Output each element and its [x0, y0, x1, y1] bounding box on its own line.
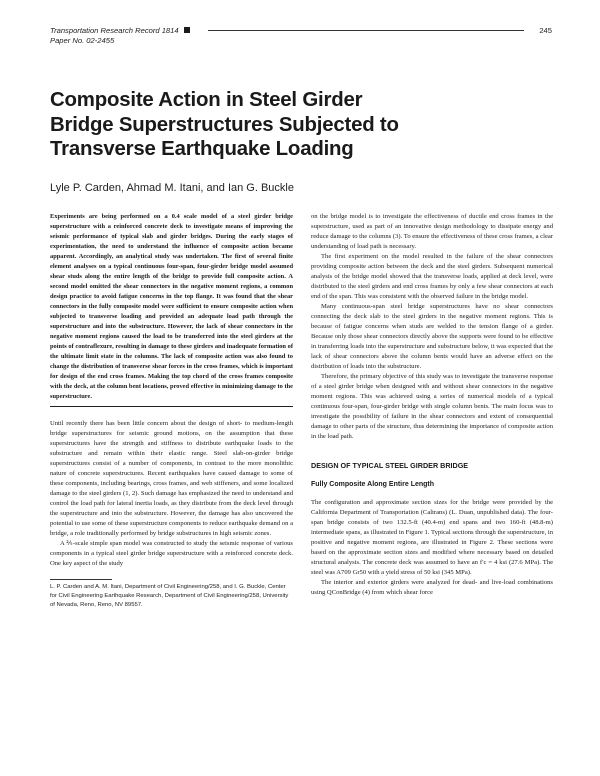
header-rule — [208, 30, 524, 31]
article-title — [50, 88, 530, 162]
abstract-rule — [50, 406, 293, 407]
abstract: Experiments are being performed on a 0.4 scale model of a steel girder bridge superstructure with a reinforced concrete deck to investigate means of improving the seismic performance of typical slab and girder bridges. During the early stages of experimentation, the need to understand the influence of composite action became apparent. Accordingly, an analytical study was undertaken. The first of several finite element analyses on a typical continuous four-span, four-girder bridge model assumed shear studs along the entire length of the bridge to provide full composite action. A second model omitted the shear connectors in the negative moment regions, a common design practice to avoid fatigue concerns in the top flange. It was found that the shear connectors in the fully composite model were sufficient to ensure composite action when subjected to transverse loading and provided an adequate load path through the superstructure and into the substructure. However, the lack of shear connectors in the negative moment regions caused the load to be transferred into the steel girders at the points of contraflexure, resulting in damage to these girders and inadequate formation of the ultimate limit state in the columns. The lack of composite action was also found to change the distribution of transverse shear forces in the cross frames, which is important for design of the end cross frames. Making the top chord of the cross frames composite with the deck, at the column bent locations, proved effective in minimizing damage to the superstructure. — [50, 213, 293, 400]
body-paragraph-1: on the bridge model is to investigate the effectiveness of ductile end cross frames in the superstructure, used as part of an innovative design methodology to dissipate energy and reduce damage to the columns (3). To ensure the effectiveness of these cross frames, a clear understanding of load path is necessary. — [311, 213, 553, 250]
body-paragraph-4: Therefore, the primary objective of this study was to investigate the transverse response of a steel girder bridge when designed with and without shear connectors in the negative moment regions. This was achieved using a series of numerical models of a typical continuous four-span, four-girder bridge with single column bents. The main focus was to investigate the possibility of failure in the shear connectors and extent of consequential damage to other parts of the structure, thus determining the importance of composite action in the load path. — [311, 373, 553, 440]
section-heading: DESIGN OF TYPICAL STEEL GIRDER BRIDGE — [311, 461, 469, 470]
subsection-heading: Fully Composite Along Entire Length — [311, 481, 435, 488]
author-list: Lyle P. Carden, Ahmad M. Itani, and Ian G. Buckle — [50, 182, 294, 194]
running-header — [50, 26, 552, 54]
body-paragraph-2: The first experiment on the model resulted in the failure of the shear connectors providing composite action between the deck and the steel girders. Subsequent numerical analysis of the bridge model showed that the transverse loads, applied at deck level, were distributed to the steel girders and end cross frames by only a few shear connectors at each end of the span. This was consistent with the observed failure in the bridge model. — [311, 253, 553, 300]
footnote-rule — [50, 579, 112, 580]
right-column — [311, 212, 553, 598]
title-line-3: Transverse Earthquake Loading — [50, 138, 354, 160]
body-paragraph-6: The interior and exterior girders were analyzed for dead- and live-load combinations using QConBridge (4) from which shear force — [311, 579, 553, 596]
journal-name: Transportation Research Record 1814 — [50, 26, 190, 36]
title-line-2: Bridge Superstructures Subjected to — [50, 113, 399, 136]
page-number: 245 — [539, 26, 552, 35]
left-column — [50, 212, 293, 610]
intro-paragraph-1: Until recently there has been little concern about the design of short- to medium-length bridge superstructures for seismic ground motions, on the assumption that these superstructures have the strength and stiffness to distribute earthquake loads to the substructure and remain within their elastic range. Steel slab-on-girder bridge superstructures consist of a number of components, in contrast to the more monolithic nature of concrete superstructures. Recent earthquakes have caused damage to some of these components, including bearings, cross frames, and web stiffeners, and some localized damage to the steel girders (1, 2). Such damage has emphasized the need to understand and control the load path for lateral inertia loads, as they distribute from the deck level through the superstructure and into the substructure. However, the damage has also uncovered the potential to use some of these superstructure components to reduce earthquake demand on a bridge, a role traditionally performed by bridge substructures in high seismic zones. — [50, 420, 293, 537]
body-paragraph-3: Many continuous-span steel bridge superstructures have no shear connectors connecting the deck slab to the steel girders in the negative moment regions. This is because of fatigue concerns when studs are welded to the tension flange of a girder. Because only those shear connectors directly above the supports were found to be effective in transferring loads into the superstructure and substructure below, it was expected that the lack of shear connectors above the column bents would have an adverse effect on the distribution of loads into the substructure. — [311, 303, 553, 370]
title-line-1: Composite Action in Steel Girder — [50, 89, 363, 111]
paper-number: Paper No. 02-2455 — [50, 36, 115, 45]
intro-paragraph-2: A ⅖-scale simple span model was constructed to study the seismic response of various components in a typical steel girder bridge superstructure with a reinforced concrete deck. One key aspect of the study — [50, 540, 293, 567]
header-block-mark — [184, 27, 190, 33]
body-paragraph-5: The configuration and approximate section sizes for the bridge were provided by the California Department of Transportation (Caltrans) (L. Duan, unpublished data). The four-span bridge consists of two 132.5-ft (40.4-m) end spans and two 160-ft (48.8-m) intermediate spans, as illustrated in Figure 1. Typical sections through the superstructure, in positive and negative moment regions, are illustrated in Figure 2. These sections were based on the approximate section sizes and modified where necessary based on detailed structural analysis. The concrete deck was assumed to have an f′c = 4 ksi (27.6 MPa). The steel was A709 Gr50 with a yield stress of 50 ksi (345 MPa). — [311, 499, 553, 576]
author-affiliation-footnote: L. P. Carden and A. M. Itani, Department of Civil Engineering/258, and I. G. Buckle, Center for Civil Engineering Earthquake Research, Department of Civil Engineering/258, University of Nevada, Reno, Reno, NV 89557. — [50, 584, 289, 608]
